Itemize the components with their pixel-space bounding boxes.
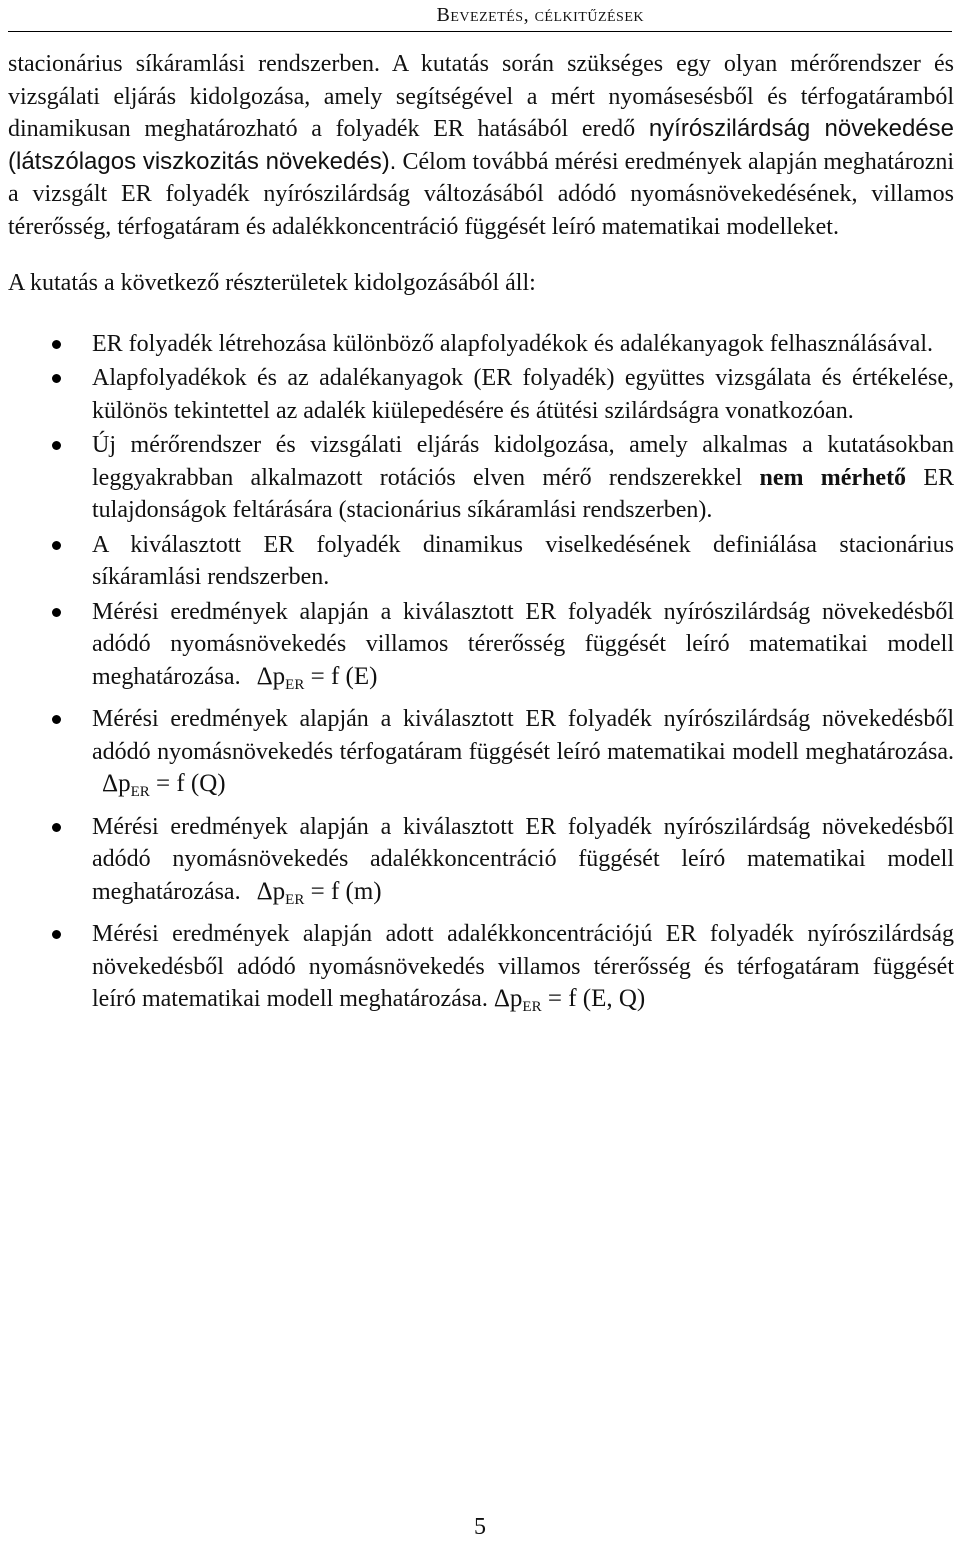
list-item <box>8 529 954 594</box>
page-number: 5 <box>474 1514 486 1540</box>
formula-main: Δp <box>256 877 286 905</box>
list-item-text: Mérési eredmények alapján a kiválasztott ER folyadék nyírószilárdság növekedésből adódó nyomásnövekedés térfogatáram függését leíró matematikai modell meghatározása. <box>92 706 954 765</box>
list-item-text: Mérési eredmények alapján a kiválasztott ER folyadék nyírószilárdság növekedésből adódó nyomásnövekedés villamos térerősség függését leíró matematikai modell meghatározása. <box>92 598 954 690</box>
formula-subscript: ER <box>130 784 150 800</box>
list-item-text: Mérési eredmények alapján a kiválasztott ER folyadék nyírószilárdság növekedésből adódó nyomásnövekedés adalékkoncentráció függését leíró matematikai modell meghatározása. <box>92 813 954 905</box>
formula-rhs: = f (m) <box>304 877 382 905</box>
formula-subscript: ER <box>285 891 305 908</box>
formula-rhs: = f (E, Q) <box>541 985 646 1012</box>
formula-rhs: = f (E) <box>304 662 378 690</box>
list-item-text: ER tulajdonságok feltárására (stacionárius síkáramlási rendszerben). <box>92 464 955 523</box>
intro-text: stacionárius síkáramlási rendszerben. A kutatás során szükséges egy olyan mérőrendszer és vizsgálati eljárás kidolgozása, amely segítségével a mért nyomásesésből és térfogatáramból dinamikusan meghatározható a folyadék ER hatásából eredő <box>8 51 954 142</box>
formula-main: Δp <box>256 662 286 690</box>
list-item-emphasis: nem mérhető <box>759 464 907 491</box>
list-item-text: ER folyadék létrehozása különböző alapfolyadékok és adalékanyagok felhasználásával. <box>92 330 933 357</box>
parts-heading: A kutatás a következő részterületek kidolgozásából áll: <box>8 270 536 296</box>
list-item <box>8 362 954 427</box>
formula <box>247 877 382 908</box>
intro-text-sans: nyírószilárdság növekedése (látszólagos viszkozitás növekedés). <box>8 115 954 175</box>
formula-main: Δp <box>493 985 523 1012</box>
page-header <box>8 0 952 32</box>
formula-rhs: = f (Q) <box>149 770 226 797</box>
intro-goal-text: Célom továbbá mérési eredmények alapján meghatározni a vizsgált ER folyadék nyírószilárdság változásából adódó nyomásnövekedésének, villamos térerősség, térfogatáram és adalékkoncentráció függését leíró matematikai modelleket. <box>8 148 955 240</box>
formula <box>493 985 646 1015</box>
list-item <box>8 918 954 1024</box>
formula <box>92 770 226 800</box>
list-item-text: A kiválasztott ER folyadék dinamikus viselkedésének definiálása stacionárius síkáramlási rendszerben. <box>92 531 954 590</box>
list-item-text: Mérési eredmények alapján adott adalékkoncentrációjú ER folyadék nyírószilárdság növekedésből adódó nyomásnövekedés villamos térerősség és térfogatáram függését leíró matematikai modell meghatározása. <box>92 921 954 1012</box>
list-item <box>8 429 954 527</box>
intro-paragraph <box>8 48 954 243</box>
formula-subscript: ER <box>285 676 305 693</box>
list-item <box>8 328 954 361</box>
list-item <box>8 596 954 702</box>
formula-subscript: ER <box>522 999 542 1015</box>
list-item-text: Új mérőrendszer és vizsgálati eljárás kidolgozása, amely alkalmas a kutatásokban leggyakrabban alkalmazott rotációs elven mérő rendszerekkel <box>92 432 954 491</box>
running-header-title: Bevezetés, célkitűzések <box>436 4 644 26</box>
formula <box>247 662 378 693</box>
page-content <box>8 48 954 1026</box>
list-item <box>8 811 954 917</box>
formula-main: Δp <box>102 770 131 797</box>
list-item-text: Alapfolyadékok és az adalékanyagok (ER folyadék) együttes vizsgálata és értékelése, különös tekintettel az adalék kiülepedésére és átütési szilárdságra vonatkozóan. <box>92 365 954 424</box>
objectives-list <box>8 328 954 1024</box>
list-item <box>8 703 954 809</box>
